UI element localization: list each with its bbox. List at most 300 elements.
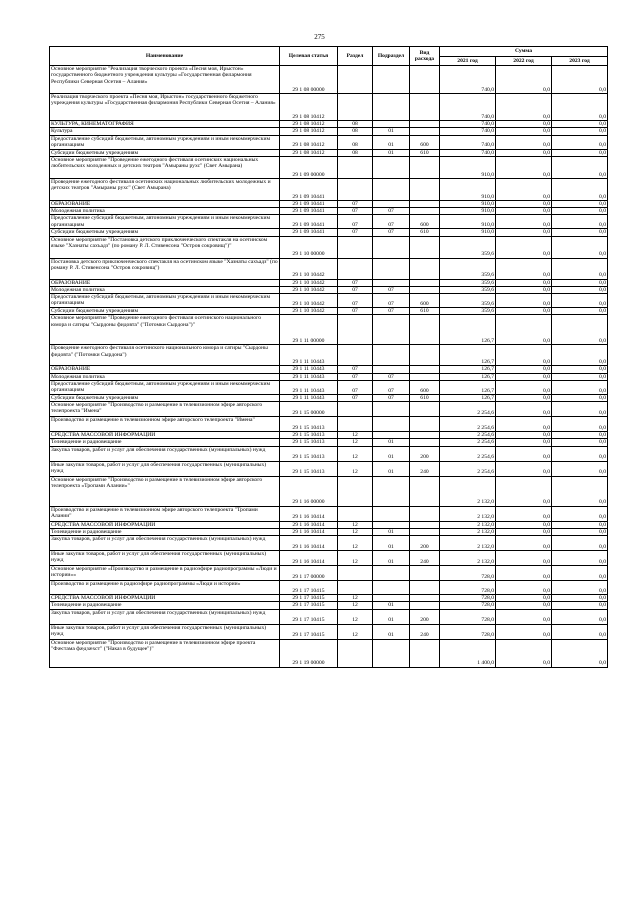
cell-cs: 29 1 16 10414 — [280, 551, 338, 566]
cell-a: 1 400,0 — [440, 639, 496, 667]
cell-a: 910,0 — [440, 208, 496, 215]
cell-c: 0,0 — [552, 461, 608, 476]
cell-c: 0,0 — [552, 394, 608, 401]
table-row — [50, 128, 608, 135]
cell-r: 12 — [338, 446, 373, 461]
cell-c: 0,0 — [552, 345, 608, 366]
cell-r — [338, 506, 373, 521]
cell-c: 0,0 — [552, 128, 608, 135]
cell-name: Молодежная политика — [50, 373, 280, 380]
cell-c: 0,0 — [552, 149, 608, 156]
cell-b: 0,0 — [496, 551, 552, 566]
cell-cs: 29 1 19 00000 — [280, 639, 338, 667]
cell-b: 0,0 — [496, 609, 552, 624]
cell-c: 0,0 — [552, 279, 608, 286]
cell-a: 2 132,0 — [440, 528, 496, 535]
cell-v — [410, 286, 440, 293]
cell-b: 0,0 — [496, 236, 552, 258]
cell-v: 610 — [410, 229, 440, 236]
cell-b: 0,0 — [496, 294, 552, 308]
cell-c: 0,0 — [552, 602, 608, 609]
cell-a: 359,6 — [440, 279, 496, 286]
cell-name: Постановка детского приключенческого спектакля на осетинском языке "Хазнаты сахъадз" (по роману Р. Л. Стивенсона "Остров сокровищ") — [50, 258, 280, 279]
cell-a: 126,7 — [440, 315, 496, 345]
cell-a: 126,7 — [440, 366, 496, 373]
cell-cs: 29 1 10 10442 — [280, 286, 338, 293]
cell-name: Проведение ежегодного фестиваля осетинского национального юмора и сатиры "Сырдоны фидовта" ("Потомки Сырдона") — [50, 345, 280, 366]
cell-p: 01 — [373, 602, 410, 609]
cell-r — [338, 345, 373, 366]
cell-c: 0,0 — [552, 624, 608, 639]
cell-v — [410, 94, 440, 121]
cell-p — [373, 315, 410, 345]
cell-c: 0,0 — [552, 446, 608, 461]
cell-b: 0,0 — [496, 373, 552, 380]
cell-b: 0,0 — [496, 121, 552, 128]
cell-c: 0,0 — [552, 402, 608, 417]
table-row — [50, 394, 608, 401]
table-body — [50, 66, 608, 668]
cell-name: Предоставление субсидий бюджетным, автономным учреждениям и иным некоммерческим организациям — [50, 380, 280, 394]
cell-v — [410, 528, 440, 535]
cell-b: 0,0 — [496, 258, 552, 279]
cell-cs: 29 1 11 10443 — [280, 345, 338, 366]
cell-v — [410, 200, 440, 207]
cell-p: 07 — [373, 294, 410, 308]
cell-c: 0,0 — [552, 581, 608, 595]
cell-v: 200 — [410, 536, 440, 551]
cell-v — [410, 178, 440, 200]
cell-a: 359,6 — [440, 308, 496, 315]
cell-cs: 29 1 15 10413 — [280, 461, 338, 476]
header-section: Раздел — [338, 47, 373, 66]
cell-p: 01 — [373, 439, 410, 446]
cell-p: 01 — [373, 528, 410, 535]
cell-b: 0,0 — [496, 417, 552, 432]
cell-r — [338, 236, 373, 258]
table-row — [50, 595, 608, 602]
cell-a: 740,0 — [440, 135, 496, 149]
cell-r: 12 — [338, 439, 373, 446]
cell-c: 0,0 — [552, 286, 608, 293]
table-row — [50, 135, 608, 149]
cell-p — [373, 156, 410, 178]
cell-name: Субсидии бюджетным учреждениям — [50, 308, 280, 315]
cell-c: 0,0 — [552, 66, 608, 94]
cell-cs: 29 1 09 10441 — [280, 229, 338, 236]
cell-b: 0,0 — [496, 536, 552, 551]
cell-a: 359,6 — [440, 236, 496, 258]
cell-a: 910,0 — [440, 178, 496, 200]
cell-r: 07 — [338, 279, 373, 286]
cell-c: 0,0 — [552, 521, 608, 528]
cell-b: 0,0 — [496, 135, 552, 149]
cell-a: 126,7 — [440, 345, 496, 366]
cell-v — [410, 417, 440, 432]
cell-c: 0,0 — [552, 208, 608, 215]
cell-name: Основное мероприятие «Производство и размещение в радиоэфире радиопрограммы «Люди и истории»» — [50, 566, 280, 581]
cell-name: ОБРАЗОВАНИЕ — [50, 279, 280, 286]
cell-v: 200 — [410, 609, 440, 624]
cell-a: 359,6 — [440, 286, 496, 293]
cell-v: 610 — [410, 308, 440, 315]
cell-b: 0,0 — [496, 315, 552, 345]
cell-cs: 29 1 15 10413 — [280, 439, 338, 446]
cell-cs: 29 1 09 10441 — [280, 178, 338, 200]
cell-r: 12 — [338, 624, 373, 639]
cell-v — [410, 279, 440, 286]
cell-r: 12 — [338, 461, 373, 476]
cell-c: 0,0 — [552, 536, 608, 551]
cell-v: 600 — [410, 380, 440, 394]
cell-p — [373, 417, 410, 432]
cell-v — [410, 602, 440, 609]
cell-r — [338, 258, 373, 279]
table-row — [50, 521, 608, 528]
cell-c: 0,0 — [552, 315, 608, 345]
cell-a: 359,6 — [440, 294, 496, 308]
cell-a: 740,0 — [440, 121, 496, 128]
cell-v — [410, 128, 440, 135]
cell-r: 07 — [338, 373, 373, 380]
cell-v — [410, 521, 440, 528]
cell-r — [338, 315, 373, 345]
table-row — [50, 236, 608, 258]
cell-p: 07 — [373, 208, 410, 215]
cell-b: 0,0 — [496, 595, 552, 602]
cell-r: 07 — [338, 208, 373, 215]
cell-name: Основное мероприятие "Производство и размещение в телевизионном эфире авторского телепроекта "Имена" — [50, 402, 280, 417]
table-row — [50, 366, 608, 373]
cell-cs: 29 1 08 10412 — [280, 94, 338, 121]
cell-v: 200 — [410, 446, 440, 461]
cell-v: 600 — [410, 135, 440, 149]
cell-v — [410, 595, 440, 602]
cell-a: 2 254,6 — [440, 432, 496, 439]
cell-cs: 29 1 15 10413 — [280, 446, 338, 461]
cell-r: 07 — [338, 294, 373, 308]
cell-b: 0,0 — [496, 286, 552, 293]
cell-cs: 29 1 10 10442 — [280, 279, 338, 286]
cell-r: 08 — [338, 121, 373, 128]
table-row — [50, 506, 608, 521]
cell-c: 0,0 — [552, 595, 608, 602]
cell-v — [410, 432, 440, 439]
table-row — [50, 402, 608, 417]
cell-r — [338, 94, 373, 121]
cell-p — [373, 236, 410, 258]
cell-name: Телевидение и радиовещание — [50, 439, 280, 446]
cell-cs: 29 1 10 10442 — [280, 308, 338, 315]
cell-p: 01 — [373, 128, 410, 135]
cell-cs: 29 1 16 10414 — [280, 506, 338, 521]
cell-cs: 29 1 09 10441 — [280, 208, 338, 215]
cell-r: 08 — [338, 135, 373, 149]
cell-cs: 29 1 16 00000 — [280, 476, 338, 506]
cell-cs: 29 1 17 10415 — [280, 602, 338, 609]
cell-r: 07 — [338, 394, 373, 401]
cell-cs: 29 1 16 10414 — [280, 521, 338, 528]
cell-v — [410, 506, 440, 521]
cell-p: 01 — [373, 624, 410, 639]
cell-b: 0,0 — [496, 200, 552, 207]
cell-p — [373, 639, 410, 667]
table-row — [50, 200, 608, 207]
cell-name: Телевидение и радиовещание — [50, 528, 280, 535]
cell-cs: 29 1 10 10442 — [280, 258, 338, 279]
table-row — [50, 581, 608, 595]
cell-cs: 29 1 17 00000 — [280, 566, 338, 581]
cell-cs: 29 1 08 10412 — [280, 135, 338, 149]
header-2022: 2022 год — [496, 57, 552, 66]
cell-c: 0,0 — [552, 609, 608, 624]
cell-a: 2 254,6 — [440, 439, 496, 446]
table-header — [50, 47, 608, 66]
table-row — [50, 476, 608, 506]
cell-r — [338, 417, 373, 432]
table-row — [50, 417, 608, 432]
cell-b: 0,0 — [496, 380, 552, 394]
cell-name: Молодежная политика — [50, 286, 280, 293]
cell-v: 600 — [410, 294, 440, 308]
cell-b: 0,0 — [496, 308, 552, 315]
cell-c: 0,0 — [552, 94, 608, 121]
cell-b: 0,0 — [496, 128, 552, 135]
cell-b: 0,0 — [496, 602, 552, 609]
table-row — [50, 215, 608, 229]
cell-b: 0,0 — [496, 156, 552, 178]
cell-a: 910,0 — [440, 229, 496, 236]
cell-c: 0,0 — [552, 506, 608, 521]
cell-cs: 29 1 15 00000 — [280, 402, 338, 417]
header-sum: Сумма — [440, 47, 608, 57]
cell-c: 0,0 — [552, 135, 608, 149]
header-2021: 2021 год — [440, 57, 496, 66]
cell-cs: 29 1 11 00000 — [280, 315, 338, 345]
cell-b: 0,0 — [496, 229, 552, 236]
table-row — [50, 286, 608, 293]
cell-name: Иные закупки товаров, работ и услуг для обеспечения государственных (муниципальных) нужд — [50, 551, 280, 566]
cell-p — [373, 178, 410, 200]
cell-cs: 29 1 17 10415 — [280, 609, 338, 624]
cell-b: 0,0 — [496, 178, 552, 200]
budget-table — [49, 46, 608, 668]
cell-name: Основное мероприятие "Производство и размещение в телевизионном эфире авторского телепроекта «Тропами Алании»" — [50, 476, 280, 506]
cell-a: 740,0 — [440, 66, 496, 94]
cell-p: 01 — [373, 446, 410, 461]
cell-r: 07 — [338, 200, 373, 207]
cell-name: СРЕДСТВА МАССОВОЙ ИНФОРМАЦИИ — [50, 521, 280, 528]
cell-b: 0,0 — [496, 279, 552, 286]
cell-a: 126,7 — [440, 394, 496, 401]
cell-name: Основное мероприятие "Производство и размещение в телевизионном эфире проекта "Фæстама фæдзæхст" ("Наказ в будущее")" — [50, 639, 280, 667]
cell-b: 0,0 — [496, 446, 552, 461]
cell-cs: 29 1 11 10443 — [280, 373, 338, 380]
cell-p — [373, 366, 410, 373]
cell-a: 359,6 — [440, 258, 496, 279]
cell-c: 0,0 — [552, 294, 608, 308]
cell-name: Предоставление субсидий бюджетным, автономным учреждениям и иным некоммерческим организациям — [50, 215, 280, 229]
cell-a: 2 132,0 — [440, 551, 496, 566]
cell-v — [410, 345, 440, 366]
cell-name: ОБРАЗОВАНИЕ — [50, 200, 280, 207]
cell-r — [338, 66, 373, 94]
cell-r: 07 — [338, 308, 373, 315]
cell-name: Субсидии бюджетным учреждениям — [50, 229, 280, 236]
cell-c: 0,0 — [552, 200, 608, 207]
cell-p: 01 — [373, 149, 410, 156]
cell-r: 12 — [338, 609, 373, 624]
cell-cs: 29 1 09 10441 — [280, 200, 338, 207]
cell-b: 0,0 — [496, 439, 552, 446]
cell-c: 0,0 — [552, 229, 608, 236]
cell-v: 240 — [410, 624, 440, 639]
cell-r: 12 — [338, 528, 373, 535]
header-expense-type: Вид расхода — [410, 47, 440, 66]
cell-v — [410, 315, 440, 345]
table-row — [50, 528, 608, 535]
cell-b: 0,0 — [496, 208, 552, 215]
cell-name: Основное мероприятие "Проведение ежегодного фестиваля осетинских национальных любительских молодежных и детских театров "Амыраны рухс" (Свет Амырана) — [50, 156, 280, 178]
cell-name: Субсидии бюджетным учреждениям — [50, 149, 280, 156]
cell-b: 0,0 — [496, 566, 552, 581]
table-row — [50, 308, 608, 315]
cell-name: СРЕДСТВА МАССОВОЙ ИНФОРМАЦИИ — [50, 595, 280, 602]
cell-name: Реализация творческого проекта «Песня моя, Ирыстон» государственного бюджетного учреждения культуры «Государственная филармония Республики Северная Осетия – Алания» — [50, 94, 280, 121]
cell-a: 126,7 — [440, 380, 496, 394]
cell-v — [410, 236, 440, 258]
cell-cs: 29 1 17 10415 — [280, 595, 338, 602]
cell-a: 740,0 — [440, 128, 496, 135]
table-row — [50, 461, 608, 476]
cell-b: 0,0 — [496, 521, 552, 528]
cell-name: Производство и размещение в радиоэфире радиопрограммы «Люди и истории» — [50, 581, 280, 595]
cell-p: 01 — [373, 461, 410, 476]
cell-c: 0,0 — [552, 566, 608, 581]
table-row — [50, 258, 608, 279]
cell-cs: 29 1 11 10443 — [280, 380, 338, 394]
cell-name: Основное мероприятие "Проведение ежегодного фестиваля осетинского национального юмора и сатиры "Сырдоны фидовта" ("Потомки Сырдона")" — [50, 315, 280, 345]
cell-p — [373, 566, 410, 581]
cell-v — [410, 156, 440, 178]
page-number: 275 — [314, 33, 325, 41]
cell-r — [338, 566, 373, 581]
table-row — [50, 345, 608, 366]
cell-a: 740,0 — [440, 94, 496, 121]
cell-v — [410, 258, 440, 279]
cell-v — [410, 476, 440, 506]
table-row — [50, 380, 608, 394]
table-row — [50, 446, 608, 461]
cell-r: 07 — [338, 286, 373, 293]
cell-v — [410, 373, 440, 380]
cell-c: 0,0 — [552, 121, 608, 128]
cell-c: 0,0 — [552, 178, 608, 200]
cell-v — [410, 566, 440, 581]
cell-b: 0,0 — [496, 461, 552, 476]
cell-v: 610 — [410, 394, 440, 401]
cell-p: 07 — [373, 286, 410, 293]
cell-a: 728,0 — [440, 602, 496, 609]
table-row — [50, 551, 608, 566]
table-row — [50, 156, 608, 178]
cell-a: 2 132,0 — [440, 536, 496, 551]
cell-b: 0,0 — [496, 581, 552, 595]
cell-p — [373, 521, 410, 528]
cell-p — [373, 402, 410, 417]
cell-v: 240 — [410, 551, 440, 566]
cell-p: 01 — [373, 551, 410, 566]
cell-a: 126,7 — [440, 373, 496, 380]
header-article: Целевая статья — [280, 47, 338, 66]
cell-name: Закупка товаров, работ и услуг для обеспечения государственных (муниципальных) нужд — [50, 609, 280, 624]
cell-r — [338, 178, 373, 200]
cell-name: Закупка товаров, работ и услуг для обеспечения государственных (муниципальных) нужд — [50, 446, 280, 461]
cell-b: 0,0 — [496, 528, 552, 535]
cell-p: 07 — [373, 215, 410, 229]
cell-cs: 29 1 08 10412 — [280, 149, 338, 156]
cell-p: 07 — [373, 380, 410, 394]
table-row — [50, 229, 608, 236]
table-row — [50, 178, 608, 200]
cell-cs: 29 1 08 10412 — [280, 128, 338, 135]
cell-v — [410, 639, 440, 667]
cell-c: 0,0 — [552, 373, 608, 380]
header-subsection: Подраздел — [373, 47, 410, 66]
table-row — [50, 432, 608, 439]
cell-c: 0,0 — [552, 639, 608, 667]
cell-cs: 29 1 10 10442 — [280, 294, 338, 308]
table-row — [50, 536, 608, 551]
cell-a: 728,0 — [440, 624, 496, 639]
cell-a: 2 254,6 — [440, 446, 496, 461]
table-row — [50, 294, 608, 308]
cell-name: Иные закупки товаров, работ и услуг для обеспечения государственных (муниципальных) нужд — [50, 461, 280, 476]
cell-a: 728,0 — [440, 609, 496, 624]
cell-b: 0,0 — [496, 476, 552, 506]
cell-b: 0,0 — [496, 624, 552, 639]
cell-r: 07 — [338, 380, 373, 394]
cell-a: 910,0 — [440, 156, 496, 178]
cell-r — [338, 581, 373, 595]
cell-c: 0,0 — [552, 215, 608, 229]
table-row — [50, 208, 608, 215]
cell-p — [373, 506, 410, 521]
cell-b: 0,0 — [496, 402, 552, 417]
cell-name: Производство и размещение в телевизионном эфире авторского телепроекта "Тропами Алании" — [50, 506, 280, 521]
cell-p — [373, 345, 410, 366]
cell-b: 0,0 — [496, 639, 552, 667]
cell-c: 0,0 — [552, 417, 608, 432]
table-row — [50, 149, 608, 156]
cell-b: 0,0 — [496, 345, 552, 366]
cell-p: 01 — [373, 609, 410, 624]
cell-p: 07 — [373, 373, 410, 380]
cell-cs: 29 1 09 00000 — [280, 156, 338, 178]
header-name: Наименование — [50, 47, 280, 66]
table-row — [50, 94, 608, 121]
cell-p — [373, 121, 410, 128]
cell-name: Субсидии бюджетным учреждениям — [50, 394, 280, 401]
cell-cs: 29 1 08 10412 — [280, 121, 338, 128]
cell-c: 0,0 — [552, 156, 608, 178]
cell-cs: 29 1 16 10414 — [280, 536, 338, 551]
cell-a: 2 132,0 — [440, 521, 496, 528]
cell-v — [410, 366, 440, 373]
table-row — [50, 566, 608, 581]
cell-c: 0,0 — [552, 236, 608, 258]
cell-cs: 29 1 17 10415 — [280, 581, 338, 595]
